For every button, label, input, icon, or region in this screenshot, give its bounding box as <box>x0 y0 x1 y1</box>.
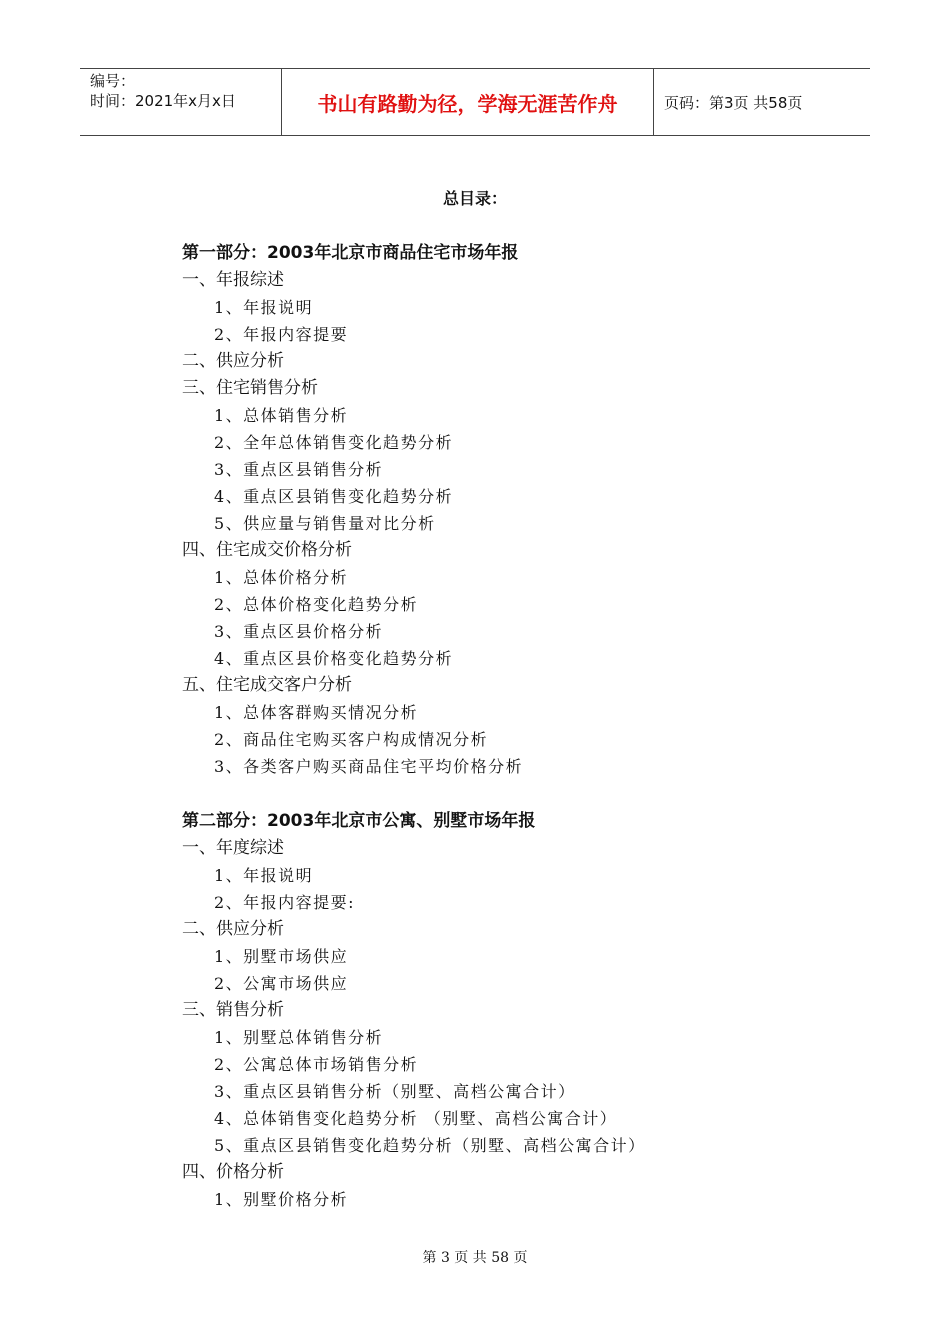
toc-item: 1、别墅市场供应 <box>214 947 349 966</box>
toc-title: 总目录： <box>442 189 507 208</box>
number-label: 编号： <box>90 72 136 90</box>
part-title: 第二部分：2003年北京市公寓、别墅市场年报 <box>182 811 536 831</box>
part-title: 第一部分：2003年北京市商品住宅市场年报 <box>182 243 519 263</box>
section-heading: 二、供应分析 <box>182 919 284 939</box>
toc-item: 2、商品住宅购买客户构成情况分析 <box>214 730 489 749</box>
part-spacer <box>182 780 882 808</box>
page-header <box>80 68 870 136</box>
header-meta <box>80 69 282 135</box>
toc-item: 1、别墅价格分析 <box>214 1190 349 1209</box>
toc-item: 3、重点区县销售分析（别墅、高档公寓合计） <box>214 1082 576 1101</box>
toc-item: 4、重点区县价格变化趋势分析 <box>214 649 454 668</box>
time-label: 时间：2021年x月x日 <box>90 92 236 110</box>
toc-item: 5、重点区县销售变化趋势分析（别墅、高档公寓合计） <box>214 1136 646 1155</box>
section-heading: 一、年度综述 <box>182 838 284 858</box>
section-heading: 三、销售分析 <box>182 1000 284 1020</box>
section-heading: 五、住宅成交客户分析 <box>182 675 352 695</box>
toc-item: 4、总体销售变化趋势分析 （别墅、高档公寓合计） <box>214 1109 618 1128</box>
toc-item: 3、重点区县销售分析 <box>214 460 384 479</box>
section-heading: 四、住宅成交价格分析 <box>182 540 352 560</box>
toc-item: 1、总体价格分析 <box>214 568 349 587</box>
toc-item: 1、总体客群购买情况分析 <box>214 703 419 722</box>
page-footer: 第 3 页 共 58 页 <box>422 1250 528 1266</box>
toc-item: 2、公寓市场供应 <box>214 974 349 993</box>
header-motto: 书山有路勤为径，学海无涯苦作舟 <box>282 69 654 135</box>
toc-item: 4、重点区县销售变化趋势分析 <box>214 487 454 506</box>
section-heading: 二、供应分析 <box>182 351 284 371</box>
toc-item: 3、各类客户购买商品住宅平均价格分析 <box>214 757 524 776</box>
section-heading: 三、住宅销售分析 <box>182 378 318 398</box>
toc-item: 2、总体价格变化趋势分析 <box>214 595 419 614</box>
toc-item: 1、总体销售分析 <box>214 406 349 425</box>
table-of-contents <box>182 240 882 1213</box>
toc-item: 1、别墅总体销售分析 <box>214 1028 384 1047</box>
section-heading: 四、价格分析 <box>182 1162 284 1182</box>
toc-item: 2、年报内容提要 <box>214 325 349 344</box>
toc-item: 2、年报内容提要: <box>214 893 356 912</box>
toc-item: 2、公寓总体市场销售分析 <box>214 1055 419 1074</box>
toc-item: 1、年报说明 <box>214 866 314 885</box>
toc-item: 5、供应量与销售量对比分析 <box>214 514 436 533</box>
toc-item: 2、全年总体销售变化趋势分析 <box>214 433 454 452</box>
header-page-info: 页码：第3页 共58页 <box>664 93 803 112</box>
toc-item: 3、重点区县价格分析 <box>214 622 384 641</box>
section-heading: 一、年报综述 <box>182 270 284 290</box>
toc-item: 1、年报说明 <box>214 298 314 317</box>
